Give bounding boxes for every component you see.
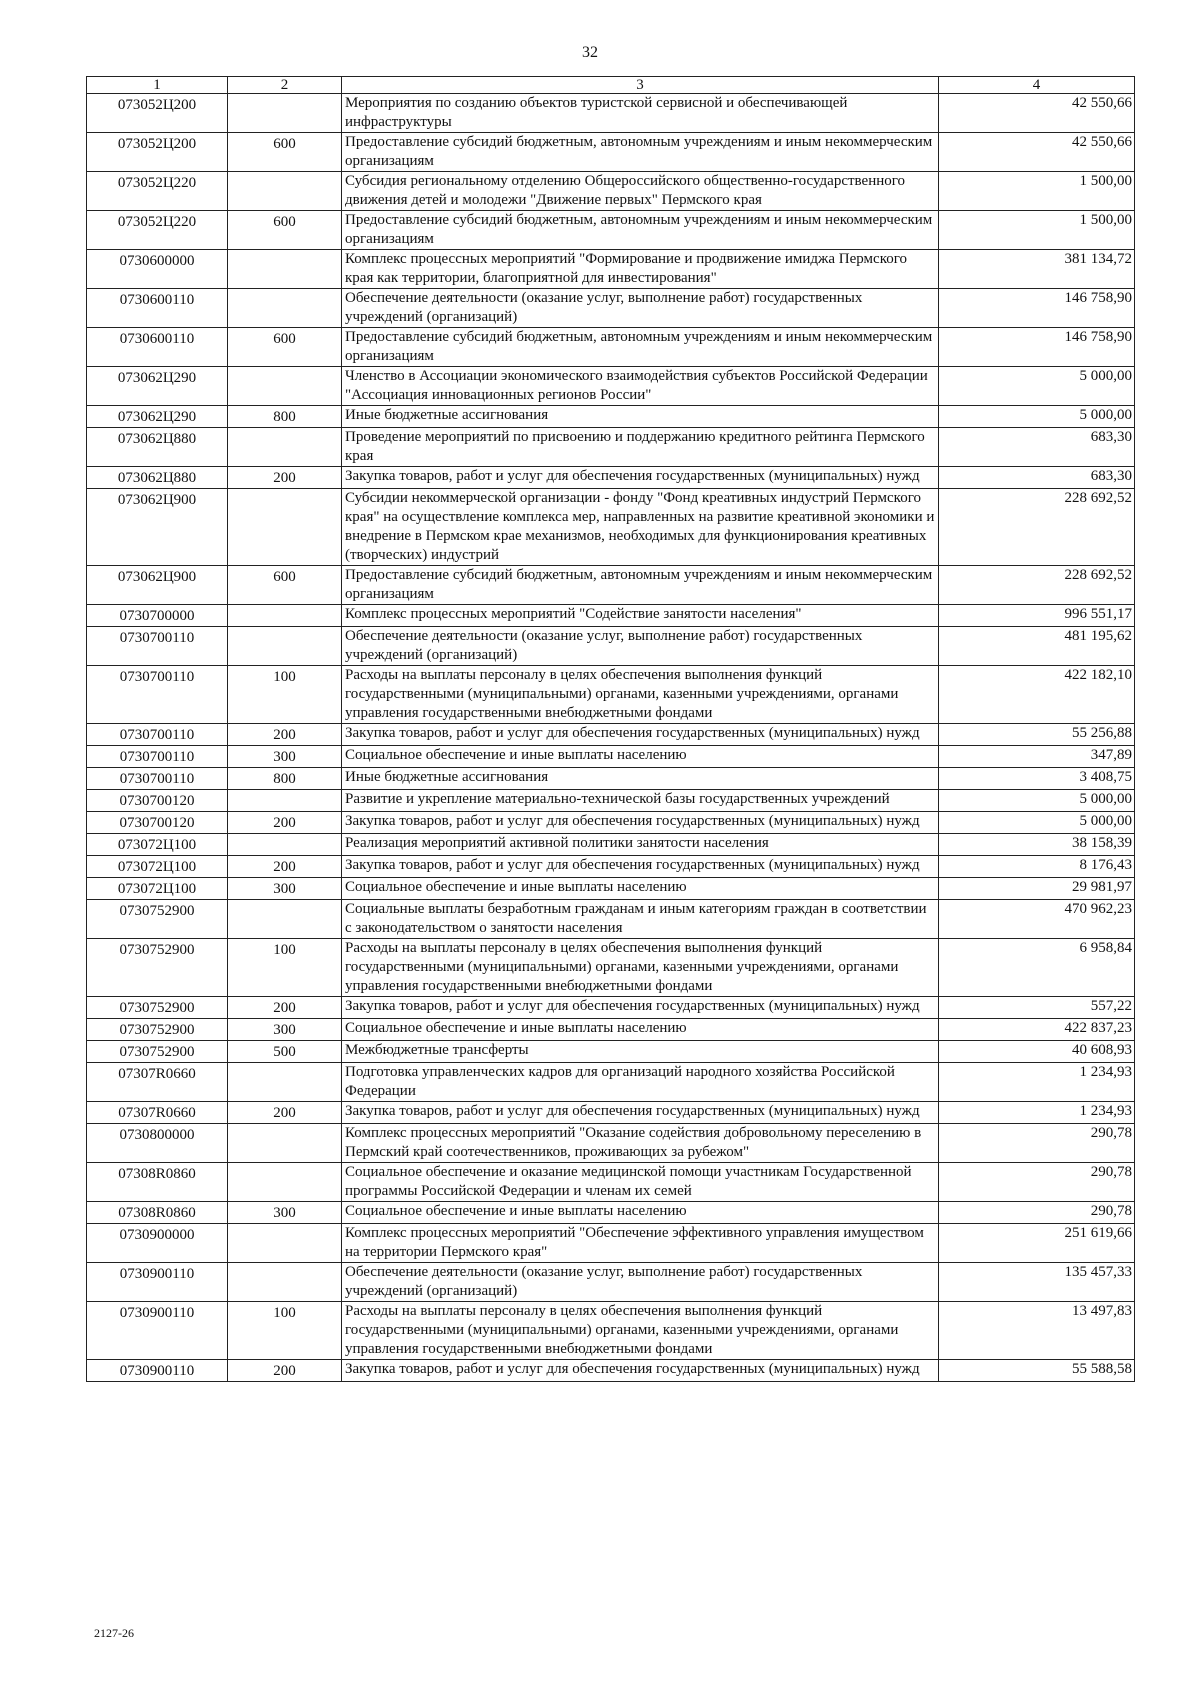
row-kind: [228, 489, 342, 566]
row-amount: 470 962,23: [939, 900, 1135, 939]
row-code: 0730800000: [87, 1124, 228, 1163]
row-amount: 6 958,84: [939, 939, 1135, 997]
table-row: [87, 1019, 1135, 1041]
row-amount: 146 758,90: [939, 328, 1135, 367]
table-row: [87, 1224, 1135, 1263]
row-kind: 600: [228, 328, 342, 367]
row-amount: 251 619,66: [939, 1224, 1135, 1263]
row-code: 0730900110: [87, 1263, 228, 1302]
row-kind: 200: [228, 467, 342, 489]
row-code: 073072Ц100: [87, 856, 228, 878]
row-kind: 200: [228, 1102, 342, 1124]
row-amount: 996 551,17: [939, 605, 1135, 627]
row-amount: 1 500,00: [939, 172, 1135, 211]
row-code: 0730752900: [87, 997, 228, 1019]
table-row: [87, 605, 1135, 627]
row-code: 0730700110: [87, 746, 228, 768]
row-amount: 55 588,58: [939, 1360, 1135, 1382]
header-col-4: 4: [939, 77, 1135, 94]
table-row: [87, 724, 1135, 746]
row-code: 073062Ц290: [87, 367, 228, 406]
table-row: [87, 627, 1135, 666]
row-code: 073062Ц880: [87, 467, 228, 489]
row-name: Закупка товаров, работ и услуг для обеспечения государственных (муниципальных) нужд: [342, 724, 939, 746]
row-code: 0730700120: [87, 812, 228, 834]
row-amount: 290,78: [939, 1163, 1135, 1202]
row-code: 0730900000: [87, 1224, 228, 1263]
table-row: [87, 812, 1135, 834]
row-code: 073052Ц220: [87, 172, 228, 211]
table-row: [87, 211, 1135, 250]
row-name: Социальное обеспечение и иные выплаты населению: [342, 746, 939, 768]
table-row: [87, 467, 1135, 489]
header-col-2: 2: [228, 77, 342, 94]
row-amount: 1 500,00: [939, 211, 1135, 250]
row-code: 073062Ц900: [87, 566, 228, 605]
header-col-3: 3: [342, 77, 939, 94]
row-name: Закупка товаров, работ и услуг для обеспечения государственных (муниципальных) нужд: [342, 856, 939, 878]
row-kind: 800: [228, 406, 342, 428]
row-name: Расходы на выплаты персоналу в целях обеспечения выполнения функций государственными (муниципальными) органами, казенными учреждениями, органами управления государственными внебюджетными фондами: [342, 666, 939, 724]
row-amount: 42 550,66: [939, 133, 1135, 172]
row-name: Социальное обеспечение и иные выплаты населению: [342, 878, 939, 900]
row-amount: 40 608,93: [939, 1041, 1135, 1063]
row-kind: [228, 1263, 342, 1302]
row-name: Межбюджетные трансферты: [342, 1041, 939, 1063]
table-row: [87, 1202, 1135, 1224]
row-amount: 42 550,66: [939, 94, 1135, 133]
row-code: 0730752900: [87, 900, 228, 939]
table-row: [87, 1041, 1135, 1063]
row-kind: 600: [228, 566, 342, 605]
table-row: [87, 768, 1135, 790]
table-row: [87, 856, 1135, 878]
row-kind: 300: [228, 1202, 342, 1224]
row-kind: 300: [228, 878, 342, 900]
row-code: 0730752900: [87, 1019, 228, 1041]
row-name: Обеспечение деятельности (оказание услуг, выполнение работ) государственных учреждений (организаций): [342, 289, 939, 328]
row-code: 07308R0860: [87, 1202, 228, 1224]
row-name: Обеспечение деятельности (оказание услуг, выполнение работ) государственных учреждений (организаций): [342, 1263, 939, 1302]
row-amount: 13 497,83: [939, 1302, 1135, 1360]
budget-table: [86, 76, 1135, 1382]
row-code: 0730700110: [87, 768, 228, 790]
table-row: [87, 328, 1135, 367]
row-name: Предоставление субсидий бюджетным, автономным учреждениям и иным некоммерческим организациям: [342, 566, 939, 605]
row-amount: 5 000,00: [939, 406, 1135, 428]
row-name: Расходы на выплаты персоналу в целях обеспечения выполнения функций государственными (муниципальными) органами, казенными учреждениями, органами управления государственными внебюджетными фондами: [342, 1302, 939, 1360]
row-code: 0730700110: [87, 724, 228, 746]
row-name: Комплекс процессных мероприятий "Оказание содействия добровольному переселению в Пермский край соотечественников, проживающих за рубежом": [342, 1124, 939, 1163]
row-code: 07308R0860: [87, 1163, 228, 1202]
row-name: Предоставление субсидий бюджетным, автономным учреждениям и иным некоммерческим организациям: [342, 133, 939, 172]
row-amount: 422 837,23: [939, 1019, 1135, 1041]
row-amount: 38 158,39: [939, 834, 1135, 856]
row-amount: 347,89: [939, 746, 1135, 768]
table-row: [87, 790, 1135, 812]
row-name: Проведение мероприятий по присвоению и поддержанию кредитного рейтинга Пермского края: [342, 428, 939, 467]
row-code: 073072Ц100: [87, 878, 228, 900]
row-name: Предоставление субсидий бюджетным, автономным учреждениям и иным некоммерческим организациям: [342, 211, 939, 250]
table-row: [87, 834, 1135, 856]
row-name: Социальные выплаты безработным гражданам и иным категориям граждан в соответствии с законодательством о занятости населения: [342, 900, 939, 939]
row-amount: 422 182,10: [939, 666, 1135, 724]
table-body: [87, 94, 1135, 1382]
row-kind: [228, 790, 342, 812]
row-amount: 29 981,97: [939, 878, 1135, 900]
row-amount: 3 408,75: [939, 768, 1135, 790]
row-amount: 55 256,88: [939, 724, 1135, 746]
row-code: 073062Ц290: [87, 406, 228, 428]
row-name: Иные бюджетные ассигнования: [342, 406, 939, 428]
row-name: Закупка товаров, работ и услуг для обеспечения государственных (муниципальных) нужд: [342, 812, 939, 834]
row-name: Развитие и укрепление материально-технической базы государственных учреждений: [342, 790, 939, 812]
row-code: 0730700110: [87, 627, 228, 666]
row-kind: 300: [228, 1019, 342, 1041]
row-kind: 100: [228, 666, 342, 724]
row-kind: [228, 289, 342, 328]
row-kind: 200: [228, 1360, 342, 1382]
row-name: Субсидии некоммерческой организации - фонду "Фонд креативных индустрий Пермского края" на осуществление комплекса мер, направленных на развитие креативной экономики и внедрение в Пермском крае механизмов, необходимых для функционирования креативных (творческих) индустрий: [342, 489, 939, 566]
table-row: [87, 94, 1135, 133]
row-amount: 290,78: [939, 1202, 1135, 1224]
row-kind: 500: [228, 1041, 342, 1063]
table-row: [87, 666, 1135, 724]
row-kind: [228, 1063, 342, 1102]
row-amount: 146 758,90: [939, 289, 1135, 328]
table-row: [87, 367, 1135, 406]
table-row: [87, 566, 1135, 605]
row-code: 0730700000: [87, 605, 228, 627]
row-code: 0730900110: [87, 1360, 228, 1382]
row-kind: [228, 250, 342, 289]
row-name: Комплекс процессных мероприятий "Формирование и продвижение имиджа Пермского края как территории, благоприятной для инвестирования": [342, 250, 939, 289]
table-row: [87, 900, 1135, 939]
row-kind: [228, 834, 342, 856]
table-row: [87, 1163, 1135, 1202]
row-name: Мероприятия по созданию объектов туристской сервисной и обеспечивающей инфраструктуры: [342, 94, 939, 133]
row-amount: 8 176,43: [939, 856, 1135, 878]
row-kind: [228, 900, 342, 939]
row-name: Реализация мероприятий активной политики занятости населения: [342, 834, 939, 856]
row-amount: 381 134,72: [939, 250, 1135, 289]
row-kind: 200: [228, 856, 342, 878]
row-kind: [228, 605, 342, 627]
table-row: [87, 428, 1135, 467]
row-kind: 600: [228, 133, 342, 172]
row-amount: 683,30: [939, 467, 1135, 489]
header-row: [87, 77, 1135, 94]
row-kind: [228, 172, 342, 211]
row-kind: [228, 1124, 342, 1163]
row-name: Социальное обеспечение и иные выплаты населению: [342, 1202, 939, 1224]
row-amount: 683,30: [939, 428, 1135, 467]
row-kind: [228, 94, 342, 133]
row-kind: [228, 428, 342, 467]
row-kind: [228, 1163, 342, 1202]
row-name: Обеспечение деятельности (оказание услуг, выполнение работ) государственных учреждений (организаций): [342, 627, 939, 666]
table-row: [87, 1302, 1135, 1360]
row-kind: [228, 367, 342, 406]
row-kind: 800: [228, 768, 342, 790]
row-code: 0730700110: [87, 666, 228, 724]
row-code: 0730900110: [87, 1302, 228, 1360]
table-row: [87, 406, 1135, 428]
table-row: [87, 878, 1135, 900]
row-code: 073072Ц100: [87, 834, 228, 856]
table-row: [87, 172, 1135, 211]
table-row: [87, 1063, 1135, 1102]
row-name: Закупка товаров, работ и услуг для обеспечения государственных (муниципальных) нужд: [342, 467, 939, 489]
table-row: [87, 1102, 1135, 1124]
row-code: 0730600110: [87, 328, 228, 367]
row-name: Закупка товаров, работ и услуг для обеспечения государственных (муниципальных) нужд: [342, 1102, 939, 1124]
row-kind: 600: [228, 211, 342, 250]
row-name: Социальное обеспечение и иные выплаты населению: [342, 1019, 939, 1041]
row-code: 073052Ц200: [87, 133, 228, 172]
row-amount: 228 692,52: [939, 566, 1135, 605]
row-name: Подготовка управленческих кадров для организаций народного хозяйства Российской Федерации: [342, 1063, 939, 1102]
table-row: [87, 939, 1135, 997]
row-code: 07307R0660: [87, 1102, 228, 1124]
row-kind: 200: [228, 724, 342, 746]
row-name: Закупка товаров, работ и услуг для обеспечения государственных (муниципальных) нужд: [342, 1360, 939, 1382]
header-col-1: 1: [87, 77, 228, 94]
row-kind: 300: [228, 746, 342, 768]
row-code: 0730600000: [87, 250, 228, 289]
table-row: [87, 997, 1135, 1019]
page-number: 32: [582, 44, 598, 61]
row-amount: 290,78: [939, 1124, 1135, 1163]
row-amount: 5 000,00: [939, 790, 1135, 812]
row-amount: 228 692,52: [939, 489, 1135, 566]
row-amount: 1 234,93: [939, 1102, 1135, 1124]
row-name: Комплекс процессных мероприятий "Обеспечение эффективного управления имуществом на территории Пермского края": [342, 1224, 939, 1263]
row-code: 0730600110: [87, 289, 228, 328]
row-kind: 200: [228, 997, 342, 1019]
table-row: [87, 289, 1135, 328]
row-kind: 100: [228, 1302, 342, 1360]
row-name: Социальное обеспечение и оказание медицинской помощи участникам Государственной программы Российской Федерации и членам их семей: [342, 1163, 939, 1202]
row-name: Расходы на выплаты персоналу в целях обеспечения выполнения функций государственными (муниципальными) органами, казенными учреждениями, органами управления государственными внебюджетными фондами: [342, 939, 939, 997]
row-name: Предоставление субсидий бюджетным, автономным учреждениям и иным некоммерческим организациям: [342, 328, 939, 367]
row-kind: [228, 627, 342, 666]
row-name: Иные бюджетные ассигнования: [342, 768, 939, 790]
row-name: Закупка товаров, работ и услуг для обеспечения государственных (муниципальных) нужд: [342, 997, 939, 1019]
row-name: Членство в Ассоциации экономического взаимодействия субъектов Российской Федерации "Ассоциация инновационных регионов России": [342, 367, 939, 406]
row-amount: 481 195,62: [939, 627, 1135, 666]
table-row: [87, 1360, 1135, 1382]
row-kind: 200: [228, 812, 342, 834]
row-code: 073052Ц220: [87, 211, 228, 250]
row-kind: [228, 1224, 342, 1263]
row-amount: 5 000,00: [939, 812, 1135, 834]
row-code: 073052Ц200: [87, 94, 228, 133]
row-code: 073062Ц880: [87, 428, 228, 467]
row-amount: 135 457,33: [939, 1263, 1135, 1302]
row-code: 07307R0660: [87, 1063, 228, 1102]
table-row: [87, 746, 1135, 768]
row-name: Комплекс процессных мероприятий "Содействие занятости населения": [342, 605, 939, 627]
table-row: [87, 133, 1135, 172]
table-row: [87, 250, 1135, 289]
table-row: [87, 1263, 1135, 1302]
table-row: [87, 1124, 1135, 1163]
row-amount: 557,22: [939, 997, 1135, 1019]
row-code: 0730752900: [87, 1041, 228, 1063]
table-row: [87, 489, 1135, 566]
row-code: 073062Ц900: [87, 489, 228, 566]
row-name: Субсидия региональному отделению Общероссийского общественно-государственного движения детей и молодежи "Движение первых" Пермского края: [342, 172, 939, 211]
row-code: 0730700120: [87, 790, 228, 812]
row-amount: 5 000,00: [939, 367, 1135, 406]
row-amount: 1 234,93: [939, 1063, 1135, 1102]
row-kind: 100: [228, 939, 342, 997]
footer-code: 2127-26: [94, 1626, 134, 1640]
row-code: 0730752900: [87, 939, 228, 997]
